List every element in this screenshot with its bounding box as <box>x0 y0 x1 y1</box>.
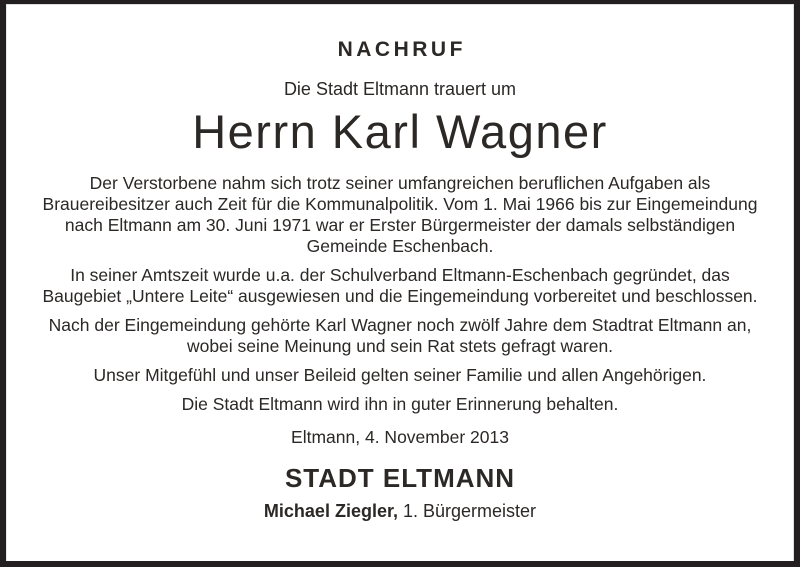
paragraph-career <box>30 173 770 257</box>
paragraph-line: Die Stadt Eltmann wird ihn in guter Erinnerung behalten. <box>181 394 619 414</box>
deceased-name: Herrn Karl Wagner <box>192 105 608 158</box>
paragraph-condolence <box>30 365 770 386</box>
paragraph-line: nach Eltmann am 30. Juni 1971 war er Erster Bürgermeister der damals selbständigen <box>64 215 736 235</box>
paragraph-line: Gemeinde Eschenbach. <box>306 236 494 256</box>
paragraph-line: Nach der Eingemeindung gehörte Karl Wagner noch zwölf Jahre dem Stadtrat Eltmann an, <box>48 315 752 335</box>
paragraph-achievements <box>30 265 770 307</box>
notice-kicker: NACHRUF <box>337 38 466 61</box>
paragraph-line: Der Verstorbene nahm sich trotz seiner umfangreichen beruflichen Aufgaben als <box>89 173 711 193</box>
place-date-line: Eltmann, 4. November 2013 <box>291 427 509 447</box>
paragraph-council <box>30 315 770 357</box>
signature-line <box>30 500 770 522</box>
paragraph-line: Brauereibesitzer auch Zeit für die Kommunalpolitik. Vom 1. Mai 1966 bis zur Eingemeindung <box>42 194 758 214</box>
signatory-name: Michael Ziegler, <box>263 501 398 521</box>
notice-intro-line: Die Stadt Eltmann trauert um <box>283 79 517 99</box>
paragraph-remembrance <box>30 394 770 415</box>
signatory-title: 1. Bürgermeister <box>403 501 537 521</box>
paragraph-line: Unser Mitgefühl und unser Beileid gelten seiner Familie und allen Angehörigen. <box>93 365 707 385</box>
paragraph-line: Baugebiet „Untere Leite“ ausgewiesen und die Eingemeindung vorbereitet und beschlossen. <box>42 286 758 306</box>
paragraph-line: In seiner Amtszeit wurde u.a. der Schulverband Eltmann-Eschenbach gegründet, das <box>70 265 730 285</box>
notice-body <box>30 173 770 415</box>
paragraph-line: wobei seine Meinung und sein Rat stets gefragt waren. <box>186 336 614 356</box>
organization-name: STADT ELTMANN <box>284 463 516 493</box>
